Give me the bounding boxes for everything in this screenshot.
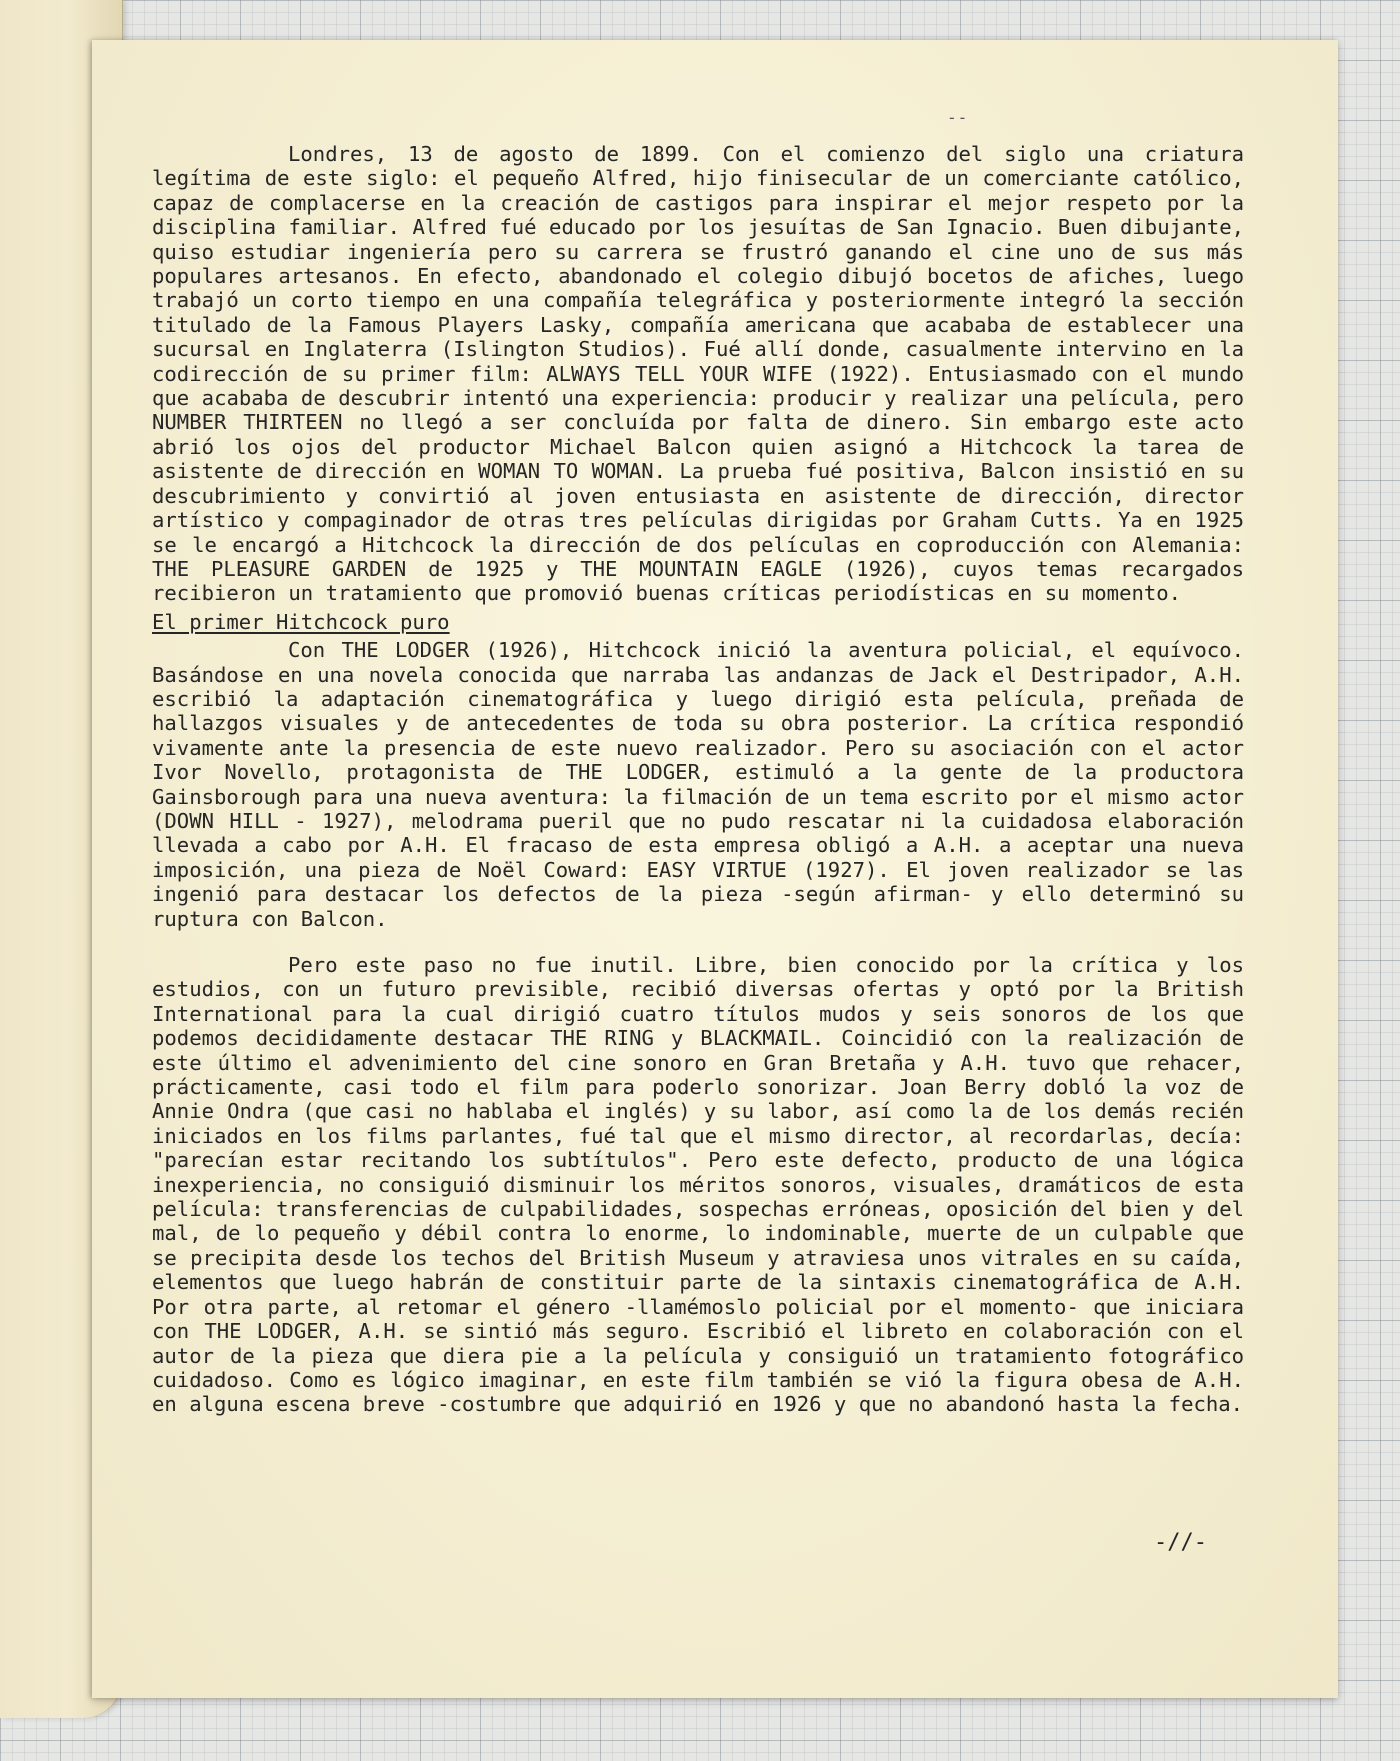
paragraph-british-international: Pero este paso no fue inutil. Libre, bien conocido por la crítica y los estudios, con un futuro previsible, recibió diversas ofertas y optó por la British International para la cual dirigió cuatro títulos mudos y seis sonoros de los que podemos decididamente destacar THE RING y BLACKMAIL. Coincidió con la realización de este último el advenimiento del cine sonoro en Gran Bretaña y A.H. tuvo que rehacer, prácticamente, casi todo el film para poderlo sonorizar. Joan Berry dobló la voz de Annie Ondra (que casi no hablaba el inglés) y su labor, así como la de los demás recién iniciados en los films parlantes, fué tal que el mismo director, al recordarlas, decía: "parecían estar recitando los subtítulos". Pero este defecto, producto de una lógica inexperiencia, no consiguió disminuir los méritos sonoros, visuales, dramáticos de esta película: transferencias de culpabilidades, sospechas erróneas, oposición del bien y del mal, de lo pequeño y débil contra lo enorme, lo indominable, muerte de un culpable que se precipita desde los techos del British Museum y atraviesa unos vitrales en su caída, elementos que luego habrán de constituir parte de la sintaxis cinematográfica de A.H. Por otra parte, al retomar el género -llamémoslo policial por el momento- que iniciara con THE LODGER, A.H. se sintió más seguro. Escribió el libreto en colaboración con el autor de la pieza que diera pie a la película y consiguió un tratamiento fotográfico cuidadoso. Como es lógico imaginar, en este film también se vió la figura obesa de A.H. en alguna escena breve -costumbre que adquirió en 1926 y que no abandonó hasta la fecha. <box>152 953 1244 1417</box>
paragraph-lodger: Con THE LODGER (1926), Hitchcock inició la aventura policial, el equívoco. Basándose en una novela conocida que narraba las andanzas de Jack el Destripador, A.H. escribió la adaptación cinematográfica y luego dirigió esta película, preñada de hallazgos visuales y de antecedentes de toda su obra posterior. La crítica respondió vivamente ante la presencia de este nuevo realizador. Pero su asociación con el actor Ivor Novello, protagonista de THE LODGER, estimuló a la gente de la productora Gainsborough para una nueva aventura: la filmación de un tema escrito por el mismo actor (DOWN HILL - 1927), melodrama pueril que no pudo rescatar ni la cuidadosa elaboración llevada a cabo por A.H. El fracaso de esta empresa obligó a A.H. a aceptar una nueva imposición, una pieza de Noël Coward: EASY VIRTUE (1927). El joven realizador se las ingenió para destacar los defectos de la pieza -según afirman- y ello determinó su ruptura con Balcon. <box>152 638 1244 931</box>
paragraph-intro: Londres, 13 de agosto de 1899. Con el comienzo del siglo una criatura legítima de este siglo: el pequeño Alfred, hijo finisecular de un comerciante católico, capaz de complacerse en la creación de castigos para inspirar el mejor respeto por la disciplina familiar. Alfred fué educado por los jesuítas de San Ignacio. Buen dibujante, quiso estudiar ingeniería pero su carrera se frustró ganando el cine uno de sus más populares artesanos. En efecto, abandonado el colegio dibujó bocetos de afiches, luego trabajó un corto tiempo en una compañía telegráfica y posteriormente integró la sección titulado de la Famous Players Lasky, compañía americana que acababa de establecer una sucursal en Inglaterra (Islington Studios). Fué allí donde, casualmente intervino en la codirección de su primer film: ALWAYS TELL YOUR WIFE (1922). Entusiasmado con el mundo que acababa de descubrir intentó una experiencia: producir y realizar una película, pero NUMBER THIRTEEN no llegó a ser concluída por falta de dinero. Sin embargo este acto abrió los ojos del productor Michael Balcon quien asignó a Hitchcock la tarea de asistente de dirección en WOMAN TO WOMAN. La prueba fué positiva, Balcon insistió en su descubrimiento y convirtió al joven entusiasta en asistente de dirección, director artístico y compaginador de otras tres películas dirigidas por Graham Cutts. Ya en 1925 se le encargó a Hitchcock la dirección de dos películas en coproducción con Alemania: THE PLEASURE GARDEN de 1925 y THE MOUNTAIN EAGLE (1926), cuyos temas recargados recibieron un tratamiento que promovió buenas críticas periodísticas en su momento. <box>152 142 1244 606</box>
end-mark: -//- <box>1154 1530 1207 1555</box>
document-page <box>92 40 1338 1698</box>
page-mark: -- <box>947 108 969 127</box>
section-subheading: El primer Hitchcock puro <box>152 609 450 634</box>
document-body <box>152 142 1244 1417</box>
